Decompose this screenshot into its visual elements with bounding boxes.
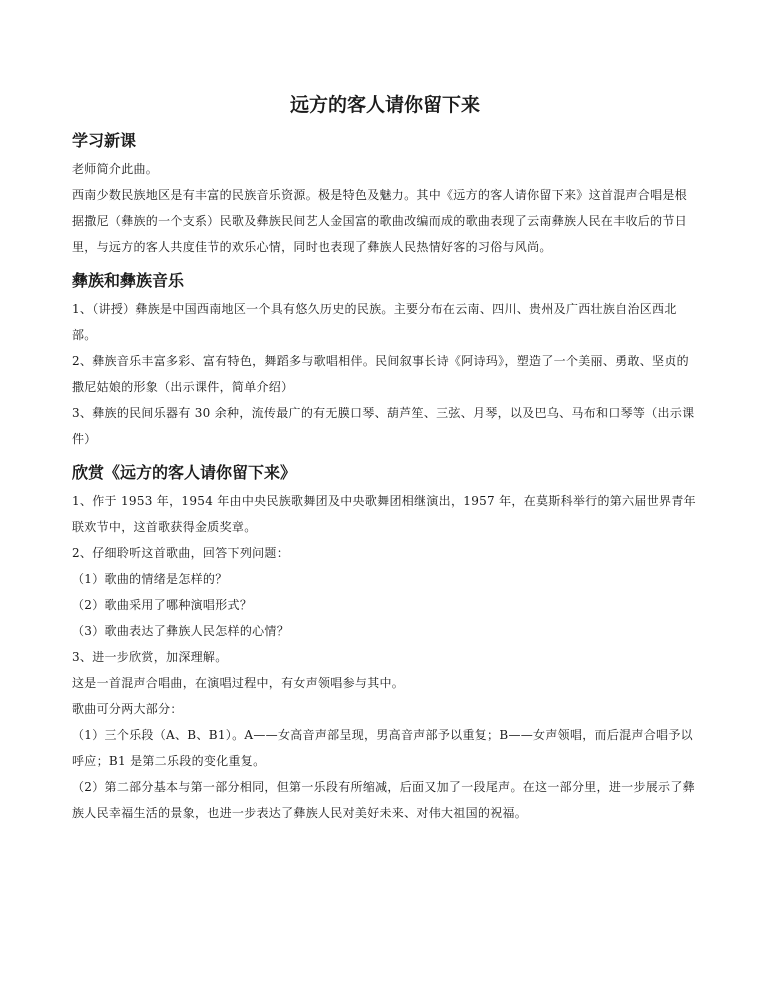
question-item: （1）歌曲的情绪是怎样的？ bbox=[72, 572, 228, 586]
section-yi-music bbox=[72, 268, 698, 452]
paragraph: 歌曲可分两大部分： bbox=[72, 702, 183, 716]
section-heading: 欣赏《远方的客人请你留下来》 bbox=[72, 463, 297, 482]
question-item: （3）歌曲表达了彝族人民怎样的心情？ bbox=[72, 624, 290, 638]
section-heading: 学习新课 bbox=[72, 131, 137, 150]
section-heading: 彝族和彝族音乐 bbox=[72, 271, 185, 290]
paragraph: 这是一首混声合唱曲，在演唱过程中，有女声领唱参与其中。 bbox=[72, 676, 405, 690]
section-appreciation bbox=[72, 460, 698, 826]
paragraph: 老师简介此曲。 bbox=[72, 162, 159, 176]
paragraph: 2、彝族音乐丰富多彩、富有特色，舞蹈多与歌唱相伴。民间叙事长诗《阿诗玛》，塑造了一个美丽、勇敢、坚贞的撒尼姑娘的形象（出示课件，简单介绍） bbox=[72, 354, 689, 394]
paragraph: 西南少数民族地区是有丰富的民族音乐资源。极是特色及魅力。其中《远方的客人请你留下来》这首混声合唱是根据撒尼（彝族的一个支系）民歌及彝族民间艺人金国富的歌曲改编而成的歌曲表现了云南彝族人民在丰收后的节日里，与远方的客人共度佳节的欢乐心情，同时也表现了彝族人民热情好客的习俗与风尚。 bbox=[72, 188, 688, 254]
paragraph: 1、（讲授）彝族是中国西南地区一个具有悠久历史的民族。主要分布在云南、四川、贵州及广西壮族自治区西北部。 bbox=[72, 302, 677, 342]
paragraph: 2、仔细聆听这首歌曲，回答下列问题： bbox=[72, 546, 290, 560]
paragraph: （2）第二部分基本与第一部分相同，但第一乐段有所缩减，后面又加了一段尾声。在这一部分里，进一步展示了彝族人民幸福生活的景象，也进一步表达了彝族人民对美好未来、对伟大祖国的祝福。 bbox=[72, 780, 695, 820]
paragraph: 1、作于 1953 年，1954 年由中央民族歌舞团及中央歌舞团相继演出，1957 年，在莫斯科举行的第六届世界青年联欢节中，这首歌获得金质奖章。 bbox=[72, 494, 696, 534]
question-item: （2）歌曲采用了哪种演唱形式？ bbox=[72, 598, 253, 612]
paragraph: 3、彝族的民间乐器有 30 余种，流传最广的有无膜口琴、葫芦笙、三弦、月琴，以及巴乌、马布和口琴等（出示课件） bbox=[72, 406, 695, 446]
section-learn-new-lesson bbox=[72, 128, 698, 260]
document-body bbox=[72, 128, 698, 826]
document-title: 远方的客人请你留下来 bbox=[289, 94, 480, 116]
paragraph: （1）三个乐段（A、B、B1）。A——女高音声部呈现，男高音声部予以重复；B——女声领唱，而后混声合唱予以呼应；B1 是第二乐段的变化重复。 bbox=[72, 728, 693, 768]
paragraph: 3、进一步欣赏，加深理解。 bbox=[72, 650, 228, 664]
